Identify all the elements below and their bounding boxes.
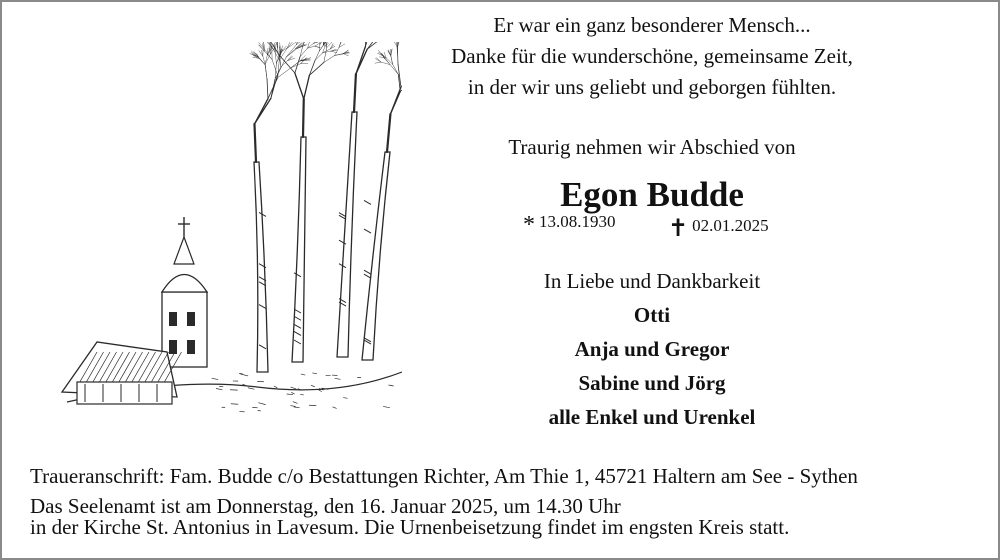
grass-stroke [291,392,294,394]
tree-branch [354,74,356,112]
tree-branch [390,91,400,114]
grass-stroke [258,403,265,405]
tree-branch [356,46,366,74]
tree-branch [271,75,278,99]
grass-stroke [312,373,317,374]
verse-line: Er war ein ganz besonderer Mensch... [493,13,811,37]
tree-branch [401,70,402,87]
tree-branch [343,54,348,56]
service-details [30,496,789,538]
tree-branch [250,54,258,57]
tree-branch [390,65,398,75]
tree-branch [315,51,319,60]
mourner-name: Otti [633,303,671,327]
tree-branch [303,42,311,43]
grass-stroke [212,378,219,379]
grass-stroke [240,374,248,376]
tree-branch [272,60,277,75]
bark-mark [364,274,371,278]
mourners-list [442,298,862,434]
life-dates [2,212,1000,242]
grass-stroke [293,402,298,404]
grass-stroke [219,386,223,387]
tree-branch [295,73,304,99]
tower-window [187,340,195,354]
church-tower [162,292,207,367]
farewell-intro: Traurig nehmen wir Abschied von [508,135,796,159]
grass-stroke [287,394,293,395]
grass-stroke [290,406,295,407]
mourner-name: Anja und Gregor [574,337,730,361]
tree-branch [286,49,295,57]
dedication: In Liebe und Dankbarkeit [543,269,761,293]
grass-stroke [383,406,390,407]
grass-stroke [301,374,305,375]
tree-trunk [362,152,390,360]
service-line: Das Seelenamt ist am Donnerstag, den 16. Januar 2025, um 14.30 Uhr [30,494,621,518]
grass-stroke [311,385,315,387]
grass-stroke [294,407,300,408]
grass-stroke [258,410,261,411]
grass-stroke [318,390,321,392]
tree-branch [375,62,381,63]
grass-stroke [291,387,297,389]
church-spire [174,237,194,264]
grass-stroke [335,378,341,379]
service-line: in der Kirche St. Antonius in Lavesum. Die Urnenbeisetzung findet im engsten Kreis statt. [30,515,790,539]
tree-branch [303,99,304,137]
birth-star-icon: * [523,212,535,238]
tree-branch [254,124,256,162]
tree-branch [319,46,323,51]
mourning-address: Traueranschrift: Fam. Budde c/o Bestattungen Richter, Am Thie 1, 45721 Haltern am See - Sythen [30,464,858,488]
church-dome [162,275,207,293]
tree-branch [265,65,267,79]
death-date-group [668,214,769,243]
tree-branch [315,53,322,60]
house-wall [77,382,172,404]
tree-trunk [254,162,268,372]
memorial-verse [442,10,862,103]
verse-line: in der wir uns geliebt und geborgen fühlten. [467,75,837,99]
tree-branch [387,114,390,152]
tower-window [169,340,177,354]
tree-branch [398,42,402,47]
cross-icon: ✝ [668,216,689,242]
tree-branch [278,60,279,77]
grass-stroke [388,385,393,386]
tree-branch [265,55,267,65]
tree-branch [323,51,331,53]
grass-stroke [343,398,347,399]
tree-branch [324,48,327,63]
tree-branch [265,54,270,64]
tree-trunk [292,137,306,362]
grass-stroke [248,388,254,389]
tree-branch [270,48,274,54]
tree-branch [295,57,300,73]
verse-line: Danke für die wunderschöne, gemeinsame Zeit, [451,44,853,68]
tree-branch [331,51,337,53]
bark-mark [364,270,371,274]
tree-branch [254,98,270,124]
tree-branch [319,42,320,45]
tower-window [187,312,195,326]
tree-branch [315,44,319,47]
tree-branch [275,44,276,53]
grass-stroke [216,388,222,389]
birth-date-group [523,212,616,239]
tree-branch [271,42,280,56]
grass-stroke [332,407,336,409]
tree-branch [376,58,381,62]
deceased-name: Egon Budde [560,175,744,214]
tree-branch [304,75,310,99]
tree-branch [393,64,399,74]
mourner-name: alle Enkel und Urenkel [548,405,756,429]
tree-branch [324,55,335,62]
mourner-name: Sabine und Jörg [578,371,726,395]
tower-window [169,312,177,326]
birth-date: 13.08.1930 [539,212,616,231]
bark-mark [364,200,371,204]
grass-stroke [274,386,277,388]
tree-branch [267,79,268,99]
tree-branch [335,54,344,56]
grass-stroke [231,404,238,405]
death-date: 02.01.2025 [692,216,769,235]
tree-branch [335,47,339,55]
